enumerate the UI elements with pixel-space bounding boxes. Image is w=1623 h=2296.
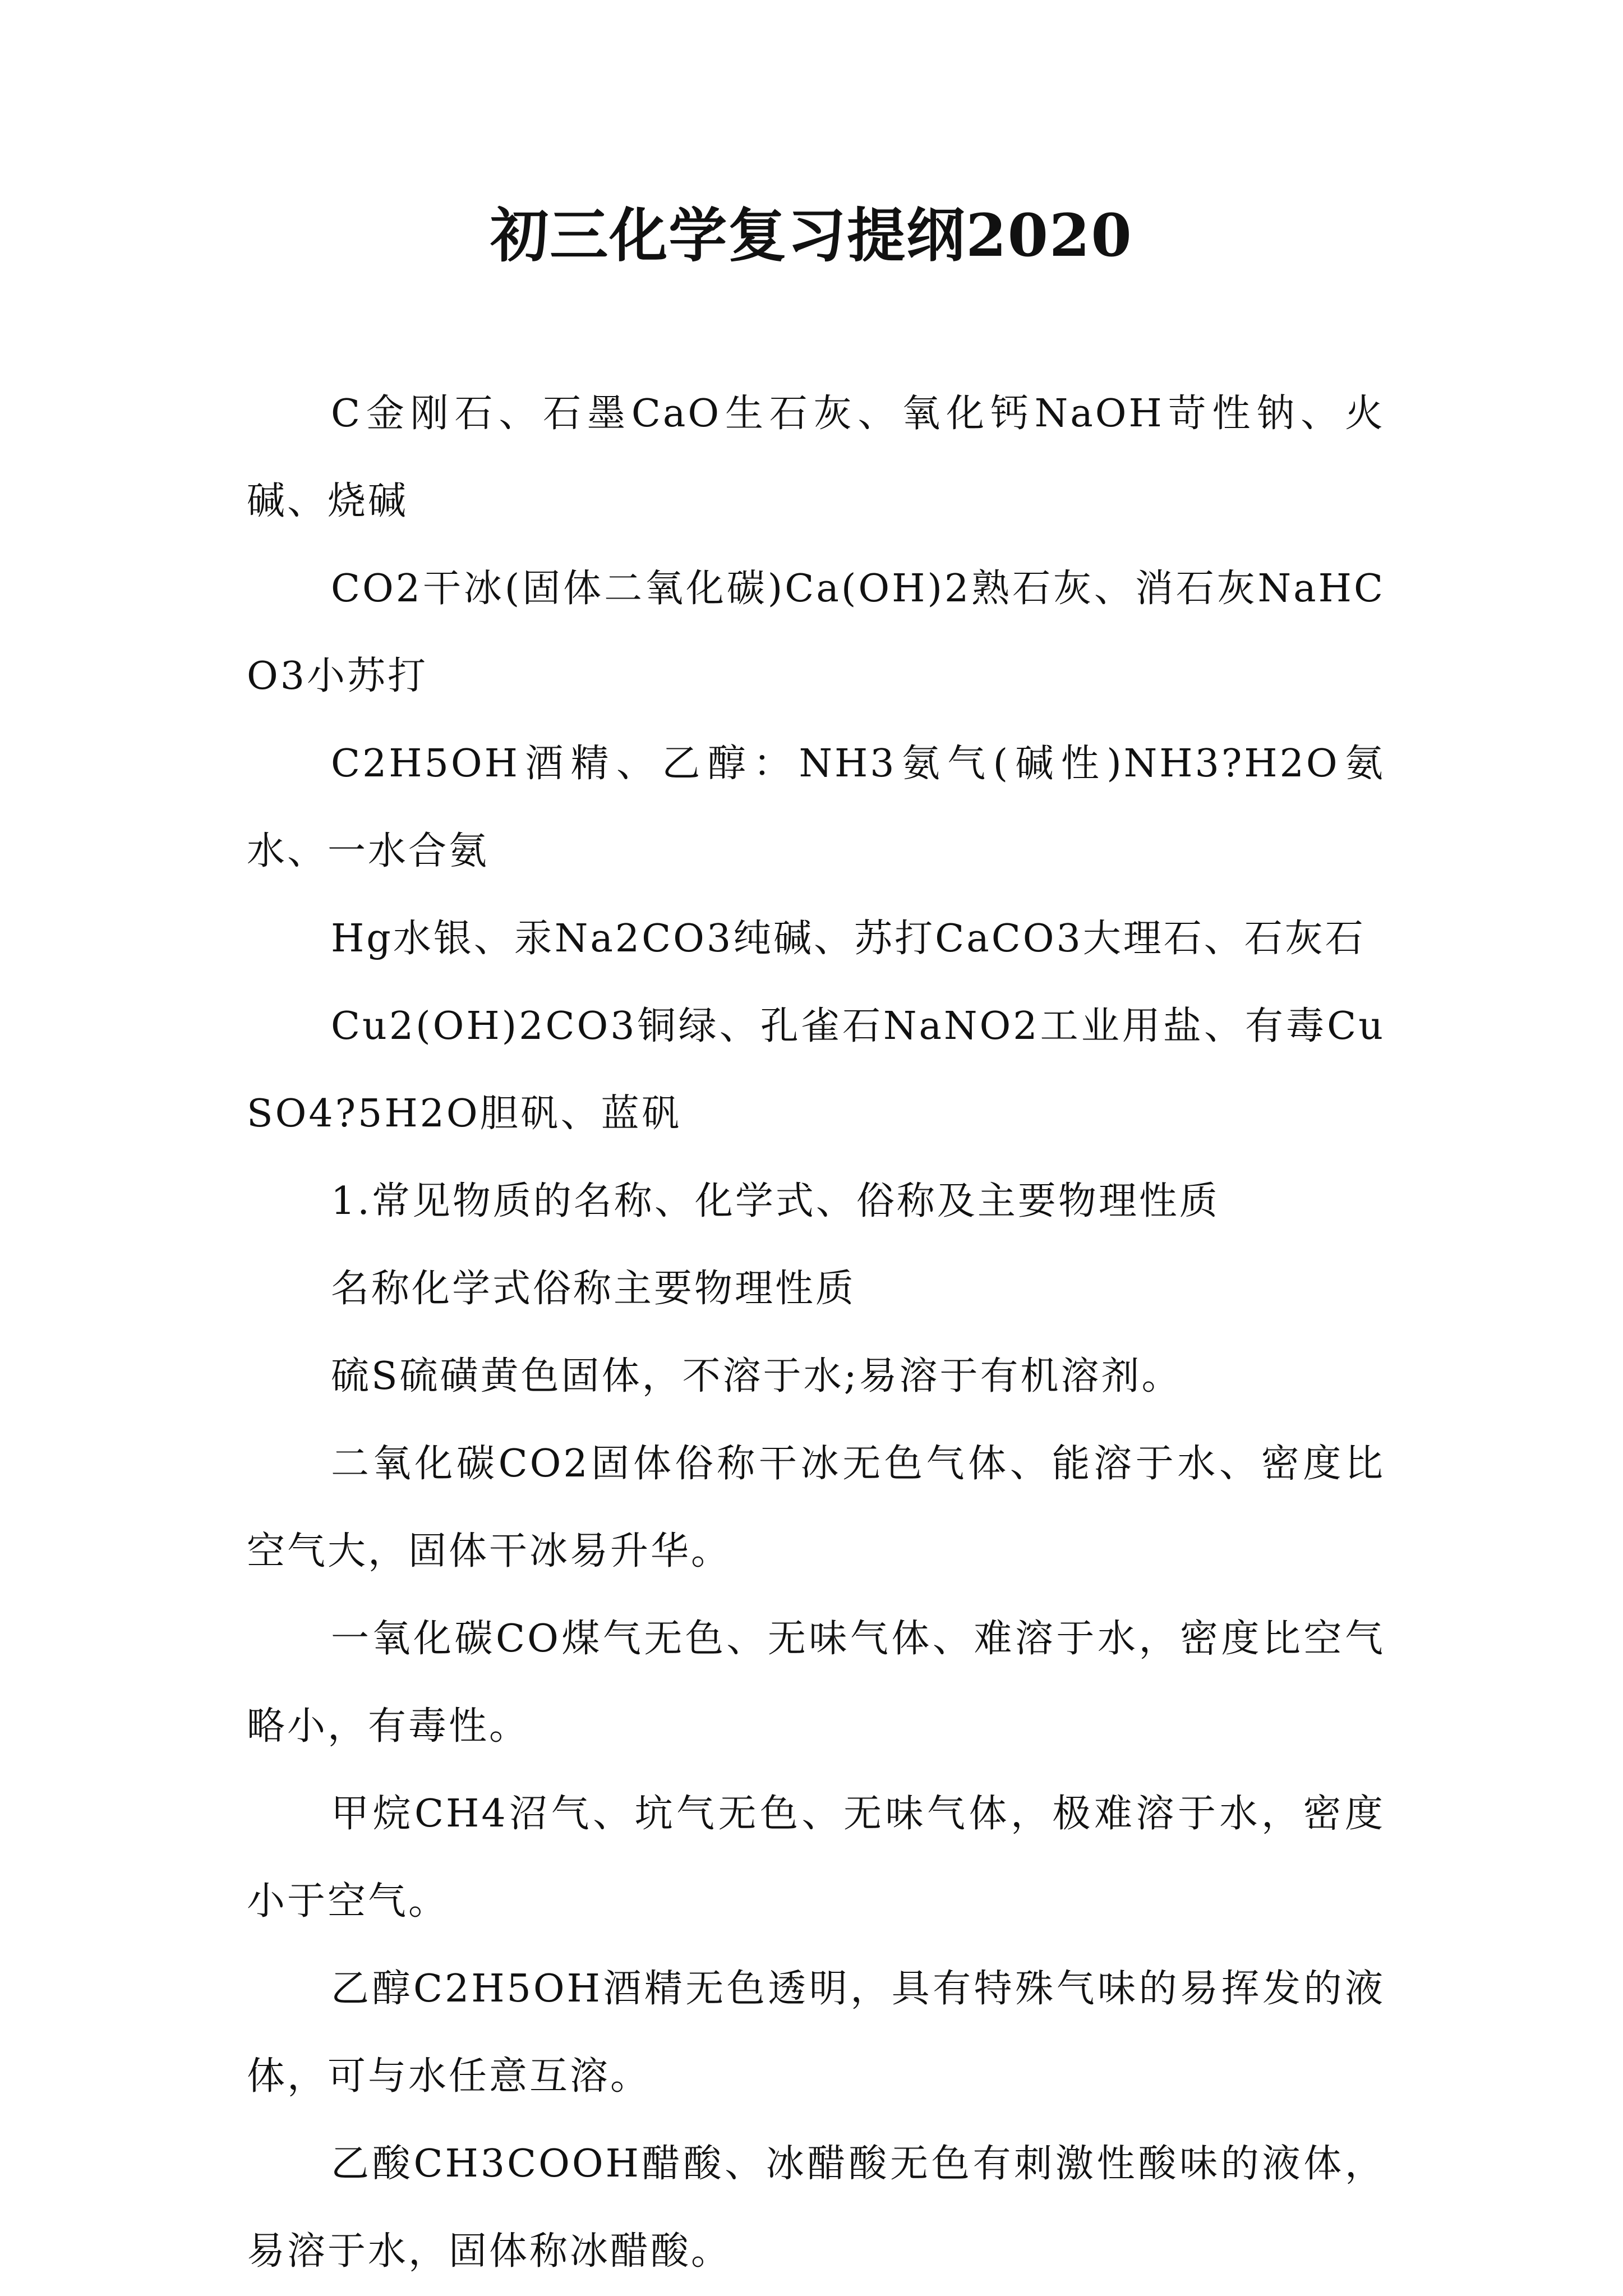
document-title: 初三化学复习提纲2020 [490, 201, 1133, 270]
paragraph-acetic-acid: 乙酸CH3COOH醋酸、冰醋酸无色有刺激性酸味的液体，易溶于水，固体称冰醋酸。 [247, 2142, 1385, 2274]
paragraph-names-2: CO2干冰(固体二氧化碳)Ca(OH)2熟石灰、消石灰NaHCO3小苏打 [247, 567, 1385, 698]
table-header-line: 名称化学式俗称主要物理性质 [331, 1267, 856, 1311]
paragraph-sulfur: 硫S硫磺黄色固体，不溶于水;易溶于有机溶剂。 [331, 1354, 1182, 1398]
paragraph-carbon-monoxide: 一氧化碳CO煤气无色、无味气体、难溶于水，密度比空气略小，有毒性。 [247, 1617, 1385, 1749]
paragraph-names-3: C2H5OH酒精、乙醇：NH3氨气(碱性)NH3?H2O氨水、一水合氨 [247, 742, 1385, 873]
paragraph-ethanol: 乙醇C2H5OH酒精无色透明，具有特殊气味的易挥发的液体，可与水任意互溶。 [247, 1967, 1385, 2099]
document-body [247, 370, 1385, 2295]
section-heading: 1.常见物质的名称、化学式、俗称及主要物理性质 [331, 1179, 1220, 1223]
paragraph-names-1: C金刚石、石墨CaO生石灰、氧化钙NaOH苛性钠、火碱、烧碱 [247, 392, 1385, 523]
paragraph-carbon-dioxide: 二氧化碳CO2固体俗称干冰无色气体、能溶于水、密度比空气大，固体干冰易升华。 [247, 1442, 1385, 1573]
paragraph-names-4: Hg水银、汞Na2CO3纯碱、苏打CaCO3大理石、石灰石 [331, 917, 1366, 961]
paragraph-names-5: Cu2(OH)2CO3铜绿、孔雀石NaNO2工业用盐、有毒CuSO4?5H2O胆矾、蓝矾 [247, 1004, 1385, 1136]
paragraph-methane: 甲烷CH4沼气、坑气无色、无味气体，极难溶于水，密度小于空气。 [247, 1792, 1385, 1924]
